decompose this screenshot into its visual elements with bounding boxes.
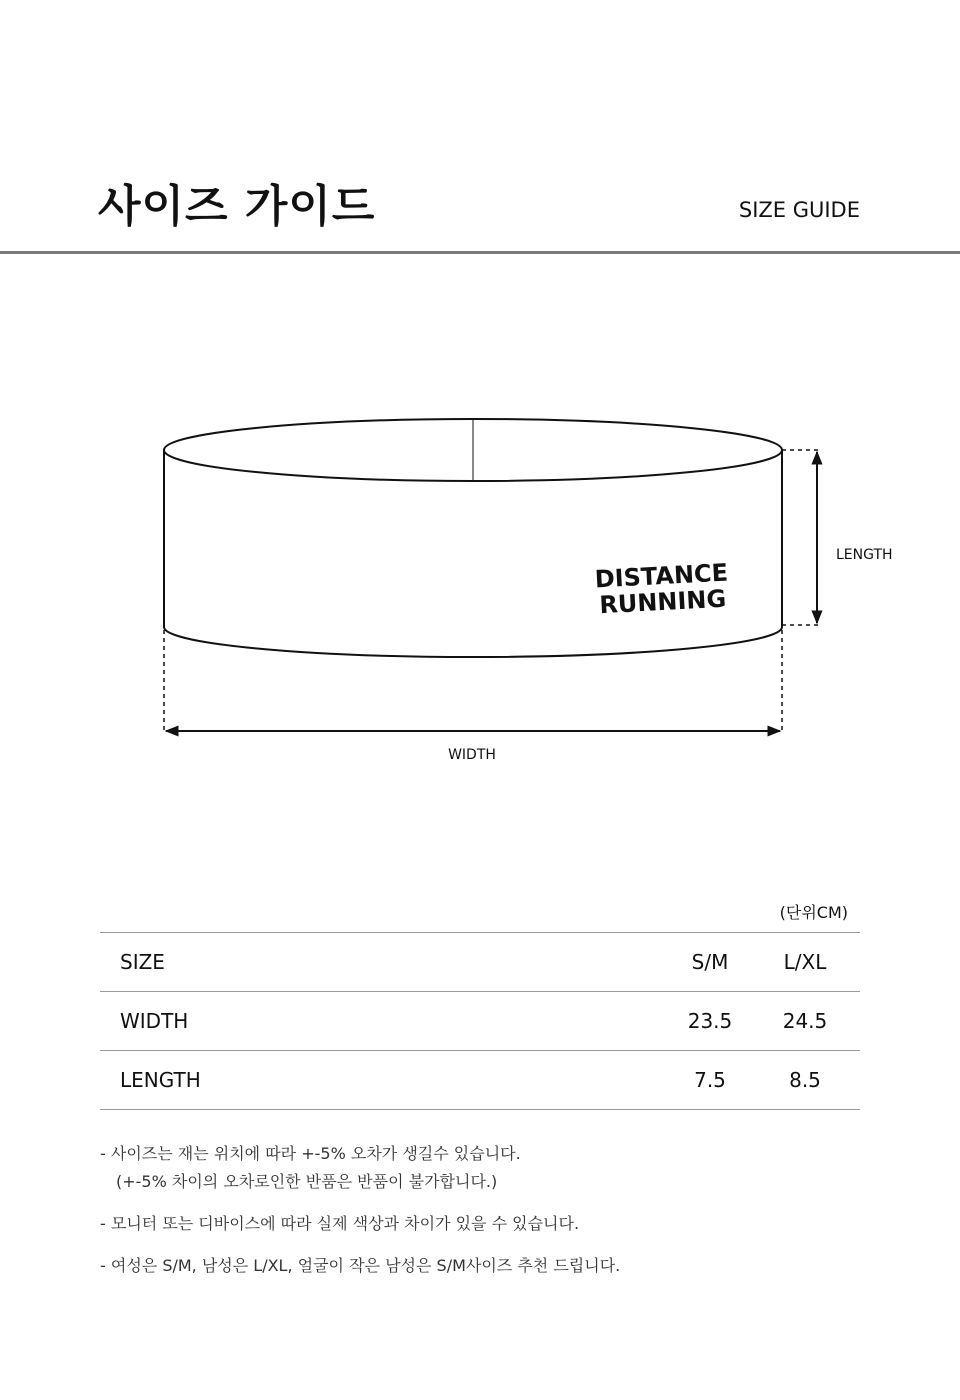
note-text: - 사이즈는 재는 위치에 따라 +-5% 오차가 생길수 있습니다. [100, 1144, 521, 1163]
table-row [100, 1051, 860, 1110]
note-item [100, 1210, 620, 1238]
unit-label: (단위CM) [779, 903, 848, 922]
note-item [100, 1140, 620, 1196]
row-value-sm: 7.5 [694, 1068, 726, 1092]
distance-running-logo [594, 559, 730, 620]
row-value-lxl: 8.5 [789, 1068, 821, 1092]
length-label: LENGTH [836, 547, 893, 563]
size-table [100, 932, 860, 1110]
page-title: 사이즈 가이드 [98, 181, 376, 232]
note-text: - 모니터 또는 디바이스에 따라 실제 색상과 차이가 있을 수 있습니다. [100, 1214, 580, 1233]
note-subtext: (+-5% 차이의 오차로인한 반품은 반품이 불가합니다.) [116, 1172, 498, 1191]
header-sm: S/M [691, 950, 729, 974]
row-label: LENGTH [120, 1068, 201, 1092]
logo-line-2: RUNNING [598, 584, 727, 620]
row-label: WIDTH [120, 1009, 189, 1033]
notes [100, 1140, 620, 1294]
row-value-lxl: 24.5 [782, 1009, 828, 1033]
header-lxl: L/XL [783, 950, 827, 974]
note-item [100, 1252, 620, 1280]
width-label: WIDTH [448, 747, 496, 763]
page-subtitle: SIZE GUIDE [738, 198, 860, 222]
logo-line-1: DISTANCE [594, 558, 729, 594]
header-size: SIZE [120, 950, 165, 974]
note-text: - 여성은 S/M, 남성은 L/XL, 얼굴이 작은 남성은 S/M사이즈 추천 드립니다. [100, 1256, 621, 1275]
table-header-row [100, 933, 860, 992]
row-value-sm: 23.5 [687, 1009, 733, 1033]
table-row [100, 992, 860, 1051]
